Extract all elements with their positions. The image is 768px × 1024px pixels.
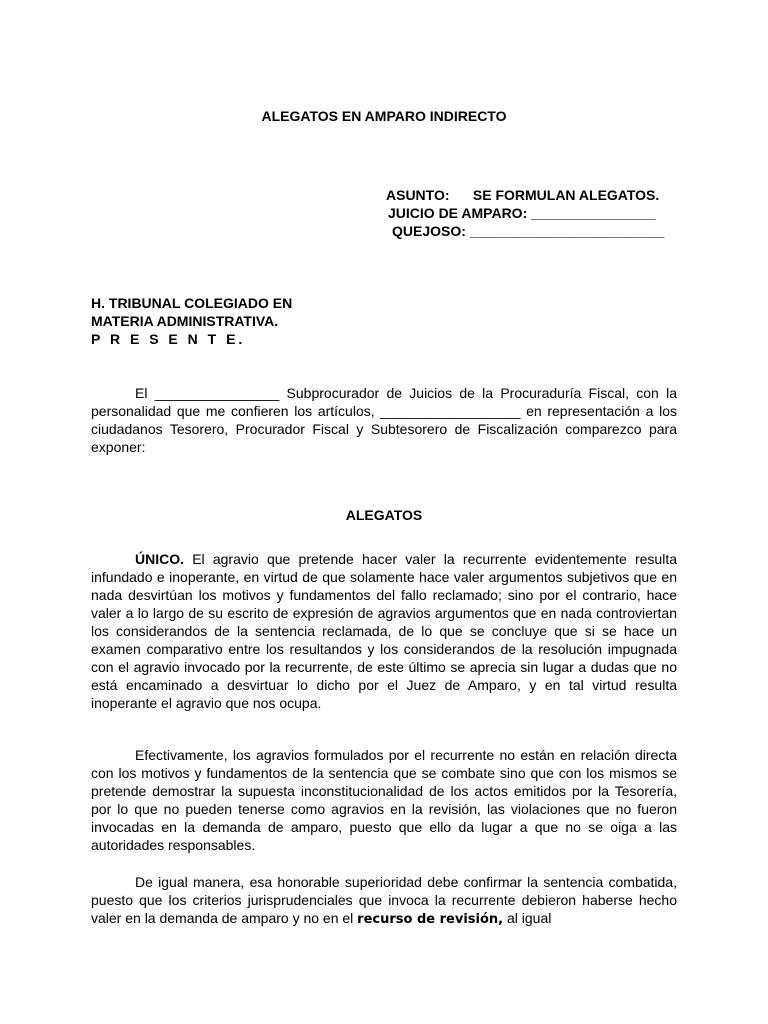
asunto-label: ASUNTO: <box>386 187 450 203</box>
igual-bold-text: recurso de revisión, <box>357 912 504 927</box>
juicio-row <box>384 204 684 222</box>
asunto-row <box>384 186 684 204</box>
section-heading: ALEGATOS <box>345 507 423 523</box>
quejoso-blank: _________________________ <box>469 223 665 239</box>
intro-paragraph: El ________________ Subprocurador de Juicios de la Procuraduría Fiscal, con la personalidad que me confieren los artículos, __________________ en representación a los ciudadanos Tesorero, Procurador Fiscal y Subtesorero de Fiscalización comparezco para exponer: <box>91 385 677 455</box>
asunto-value: SE FORMULAN ALEGATOS. <box>472 187 660 203</box>
efectivamente-paragraph: Efectivamente, los agravios formulados por el recurrente no están en relación directa con los motivos y fundamentos de la sentencia que se combate sino que con los mismos se pretende demostrar la supuesta inconstitucionalidad de los actos emitidos por la Tesorería, por lo que no pueden tenerse como agravios en la revisión, las violaciones que no fueron invocadas en la demanda de amparo, puesto que ello da lugar a que no se oiga a las autoridades responsables. <box>91 747 677 853</box>
unico-label: ÚNICO. <box>135 551 184 567</box>
juicio-blank: ________________ <box>531 205 656 221</box>
igual-text-end: al igual <box>503 910 552 926</box>
addressee-line-3: P R E S E N T E. <box>91 331 246 347</box>
igual-text-start: De igual manera, esa honorable superioridad debe confirmar la sentencia combatida, puesto que los criterios jurisprudenciales que invoca la recurrente debieron haberse hecho valer en la demanda de amparo y no en el <box>91 874 677 926</box>
unico-text: El agravio que pretende hacer valer la recurrente evidentemente resulta infundado e inoperante, en virtud de que solamente hace valer argumentos subjetivos que en nada desvirtúan los motivos y fundamentos del fallo reclamado; sino por el contrario, hace valer a lo largo de su escrito de expresión de agravios argumentos que en nada controviertan los considerandos de la sentencia reclamada, de lo que se concluye que si se hace un examen comparativo entre los resultandos y los considerandos de la resolución impugnada con el agravio invocado por la recurrente, de este último se aprecia sin lugar a dudas que no está encaminado a desvirtuar lo dicho por el Juez de Amparo, y en tal virtud resulta inoperante el agravio que nos ocupa. <box>91 551 677 711</box>
case-info-block <box>384 186 684 240</box>
quejoso-row <box>384 222 684 240</box>
unico-paragraph <box>91 550 677 712</box>
addressee-line-2: MATERIA ADMINISTRATIVA. <box>91 313 279 329</box>
document-title: ALEGATOS EN AMPARO INDIRECTO <box>261 108 507 124</box>
quejoso-label: QUEJOSO: <box>392 223 466 239</box>
addressee-line-1: H. TRIBUNAL COLEGIADO EN <box>91 295 293 311</box>
addressee-block <box>91 294 292 348</box>
juicio-label: JUICIO DE AMPARO: <box>388 205 528 221</box>
igual-paragraph <box>91 873 677 929</box>
